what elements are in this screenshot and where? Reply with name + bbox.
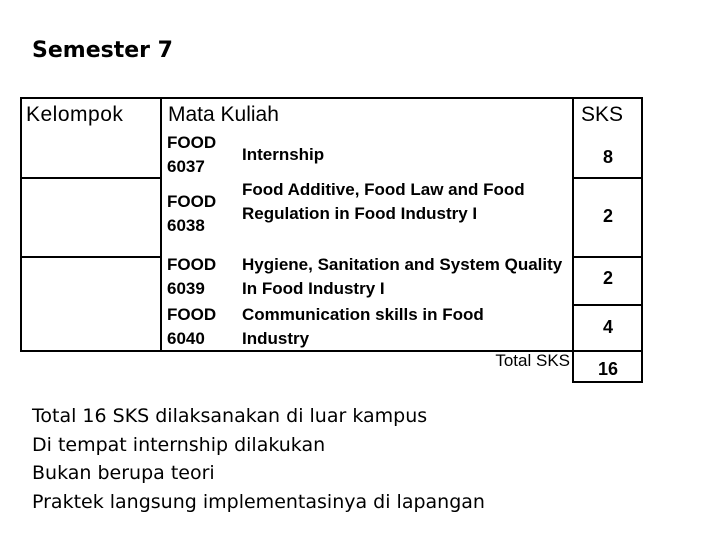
note-line: Total 16 SKS dilaksanakan di luar kampus [32, 405, 428, 427]
total-row-bottom [572, 381, 643, 383]
total-credits: 16 [597, 359, 619, 379]
course-name: Communication skills in Food Industry [242, 305, 484, 348]
course-credits: 2 [602, 268, 613, 288]
row-divider [572, 256, 643, 258]
course-credits: 8 [602, 147, 613, 167]
table-border-left [20, 97, 22, 351]
header-course: Mata Kuliah [168, 103, 279, 126]
header-credits: SKS [581, 103, 624, 126]
course-code: FOOD 6038 [167, 192, 217, 235]
note-line: Praktek langsung implementasinya di lapangan [32, 490, 485, 513]
total-label: Total SKS [495, 351, 570, 370]
row-divider [572, 177, 643, 179]
note-line: Di tempat internship dilakukan [32, 433, 326, 456]
course-name: Hygiene, Sanitation and System Quality In Food Industry I [242, 255, 563, 298]
course-code: FOOD 6039 [167, 255, 217, 298]
course-credits: 2 [602, 206, 613, 226]
row-divider [572, 304, 643, 306]
course-table [20, 97, 643, 383]
course-code: FOOD 6040 [167, 305, 217, 348]
note-line: Bukan berupa teori [32, 462, 215, 484]
page-title: Semester 7 [32, 38, 173, 63]
course-name: Food Additive, Food Law and Food Regulation in Food Industry I [242, 180, 525, 223]
header-group: Kelompok [26, 103, 124, 126]
table-border-right [641, 97, 643, 383]
row-divider [20, 177, 161, 179]
table-divider-1 [160, 97, 162, 351]
row-divider [20, 256, 161, 258]
table-divider-2 [572, 97, 574, 383]
course-name: Internship [242, 145, 325, 164]
table-border-top [20, 97, 643, 99]
course-credits: 4 [602, 317, 613, 337]
course-code: FOOD 6037 [167, 133, 217, 176]
notes-list [32, 402, 485, 516]
